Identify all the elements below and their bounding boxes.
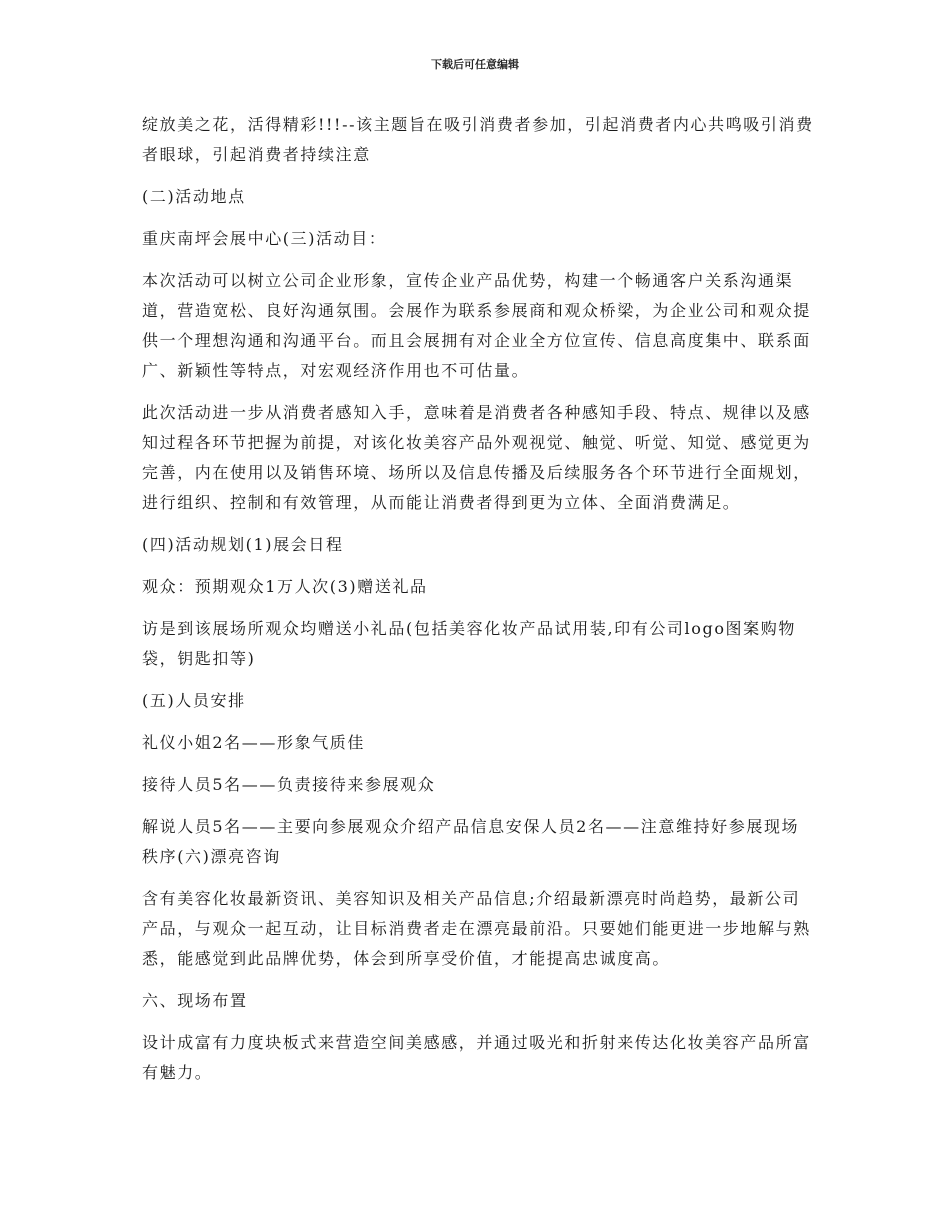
paragraph-audience: 观众：预期观众1万人次(3)赠送礼品 bbox=[142, 577, 428, 596]
paragraph-theme: 绽放美之花，活得精彩!!!--该主题旨在吸引消费者参加，引起消费者内心共鸣吸引消费者眼球，引起消费者持续注意 bbox=[142, 115, 814, 164]
heading-activity-location: (二)活动地点 bbox=[142, 187, 246, 206]
paragraph-location: 重庆南坪会展中心(三)活动目： bbox=[142, 229, 387, 248]
document-body bbox=[142, 110, 814, 1100]
paragraph-perception: 此次活动进一步从消费者感知入手，意味着是消费者各种感知手段、特点、规律以及感知过程各环节把握为前提，对该化妆美容产品外观视觉、触觉、听觉、知觉、感觉更为完善，内在使用以及销售环境、场所以及信息传播及后续服务各个环节进行全面规划，进行组织、控制和有效管理，从而能让消费者得到更为立体、全面消费满足。 bbox=[142, 403, 811, 512]
paragraph-guides-security: 解说人员5名——主要向参展观众介绍产品信息安保人员2名——注意维持好参展现场秩序(六)漂亮咨询 bbox=[142, 817, 800, 866]
paragraph-gifts: 访是到该展场所观众均赠送小礼品(包括美容化妆产品试用装,印有公司logo图案购物袋，钥匙扣等) bbox=[142, 619, 796, 668]
heading-site-layout: 六、现场布置 bbox=[142, 991, 248, 1010]
paragraph-etiquette-staff: 礼仪小姐2名——形象气质佳 bbox=[142, 733, 365, 752]
paragraph-consultation: 含有美容化妆最新资讯、美容知识及相关产品信息;介绍最新漂亮时尚趋势，最新公司产品，与观众一起互动，让目标消费者走在漂亮最前沿。只要她们能更进一步地解与熟悉，能感觉到此品牌优势，体会到所享受价值，才能提高忠诚度高。 bbox=[142, 889, 811, 968]
heading-staff-arrangement: (五)人员安排 bbox=[142, 691, 246, 710]
heading-activity-plan: (四)活动规划(1)展会日程 bbox=[142, 535, 344, 554]
paragraph-design: 设计成富有力度块板式来营造空间美感感，并通过吸光和折射来传达化妆美容产品所富有魅力。 bbox=[142, 1033, 811, 1082]
page-header: 下载后可任意编辑 bbox=[431, 58, 519, 71]
paragraph-reception-staff: 接待人员5名——负责接待来参展观众 bbox=[142, 775, 436, 794]
paragraph-purpose: 本次活动可以树立公司企业形象，宣传企业产品优势，构建一个畅通客户关系沟通渠道，营造宽松、良好沟通氛围。会展作为联系参展商和观众桥梁，为企业公司和观众提供一个理想沟通和沟通平台。而且会展拥有对企业全方位宣传、信息高度集中、联系面广、新颖性等特点，对宏观经济作用也不可估量。 bbox=[142, 271, 811, 380]
